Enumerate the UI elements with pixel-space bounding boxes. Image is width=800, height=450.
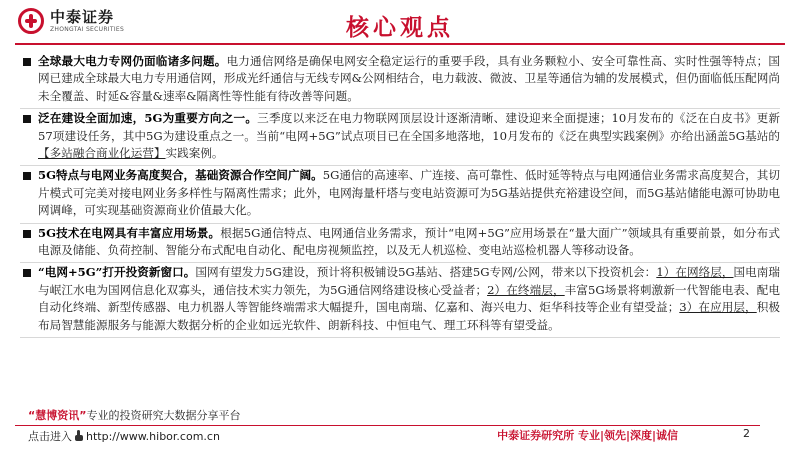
url-text[interactable]: http://www.hibor.com.cn: [86, 429, 220, 443]
item-heading: “电网+5G”打开投资新窗口。: [38, 265, 196, 280]
list-item: [20, 224, 780, 264]
item-body: 国电南瑞与岷江水电为国网信息化双寡头，通信技术实力领先，为5G通信网络建设核心受益者；: [38, 265, 780, 297]
list-item: [20, 109, 780, 166]
footer-divider: [15, 425, 760, 426]
bullet-icon: [20, 225, 38, 238]
item-body: 实践案例。: [165, 146, 224, 161]
item-body: 三季度以来泛在电力物联网顶层设计逐渐清晰、建设迎来全面提速；10月发布的《泛在白皮书》更新57项建设任务，其中5G为建设重点之一。当前“电网+5G”试点项目已在全国多地落地，10月发布的《泛在典型实践案例》亦给出涵盖5G基站的: [38, 111, 780, 143]
item-body: 电力通信网络是确保电网安全稳定运行的重要手段，具有业务颗粒小、安全可靠性高、实时性强等特点；国网已建成全球最大电力专用通信网，形成光纤通信与无线专网&公网相结合，电力载波、微波、卫星等通信为辅的发展模式，但仍面临低压配网尚未全覆盖、时延&容量&速率&隔离性等性能有待改善等问题。: [38, 54, 780, 103]
bullet-icon: [20, 264, 38, 277]
bullet-icon: [20, 167, 38, 180]
logo-name-cn: 中泰证券: [50, 7, 115, 26]
item-underline: 【多站融合商业化运营】: [38, 146, 166, 161]
bullet-icon: [20, 53, 38, 66]
page-number: 2: [743, 427, 750, 440]
logo-name-en: ZHONGTAI SECURITIES: [50, 25, 125, 33]
list-item: [20, 52, 780, 109]
title-divider: [15, 43, 785, 45]
item-body: 5G通信的高速率、广连接、高可靠性、低时延等特点与电网通信业务需求高度契合，其切片模式可完美对接电网业务多样性与隔离性需求；此外，电网海量杆塔与变电站资源可为5G基站提供充裕建设空间，而5G基站储能电源可协助电网调峰，可实现基础资源商业价值最大化。: [38, 168, 780, 218]
footer-slogan: 中泰证券研究所 专业|领先|深度|诚信: [497, 429, 678, 442]
brand-tagline: 专业的投资研究大数据分享平台: [86, 409, 241, 422]
item-heading: 全球最大电力专网仍面临诸多问题。: [38, 54, 227, 68]
page-title: 核心观点: [346, 14, 454, 41]
bullet-icon: [20, 110, 38, 123]
item-text: [38, 110, 780, 162]
item-heading: 泛在建设全面加速，5G为重要方向之一。: [38, 111, 258, 126]
list-item: [20, 263, 780, 338]
item-underline: 2）在终端层，: [487, 282, 565, 297]
item-text: [38, 264, 780, 334]
content-list: [20, 52, 780, 338]
item-body: 根据5G通信特点、电网通信业务需求，预计“电网+5G”应用场景在“量大面广”领域具有重要前景，如分布式电源及储能、负荷控制、智能分布式配电自动化、配电房视频监控，以及无人机巡检、变电站巡检机器人等移动设备。: [38, 225, 780, 258]
footer-brand: [28, 407, 240, 423]
pointer-hand-icon: [74, 430, 84, 442]
item-text: [38, 225, 780, 260]
item-body: 国网有望发力5G建设，预计将积极铺设5G基站、搭建5G专网/公网，带来以下投资机会：: [195, 265, 657, 280]
item-text: [38, 167, 780, 219]
item-heading: 5G技术在电网具有丰富应用场景。: [38, 225, 221, 240]
brand-name: “慧博资讯”: [28, 409, 87, 422]
footer-link[interactable]: [28, 428, 220, 444]
item-underline: 3）在应用层，: [679, 300, 757, 315]
url-prefix: 点击进入: [28, 430, 72, 443]
item-body: 丰富5G场景将刺激新一代智能电表、配电自动化终端、新型传感器、电力机器人等智能终端需求大幅提升，国电南瑞、亿嘉和、海兴电力、炬华科技等企业有望受益；: [38, 282, 780, 315]
item-underline: 1）在网络层，: [656, 265, 734, 280]
list-item: [20, 166, 780, 223]
item-heading: 5G特点与电网业务高度契合，基础资源合作空间广阔。: [38, 168, 323, 183]
item-text: [38, 53, 780, 105]
item-body: 积极布局智慧能源服务与能源大数据分析的企业如远光软件、朗新科技、中恒电气、理工环科等有望受益。: [38, 300, 780, 332]
